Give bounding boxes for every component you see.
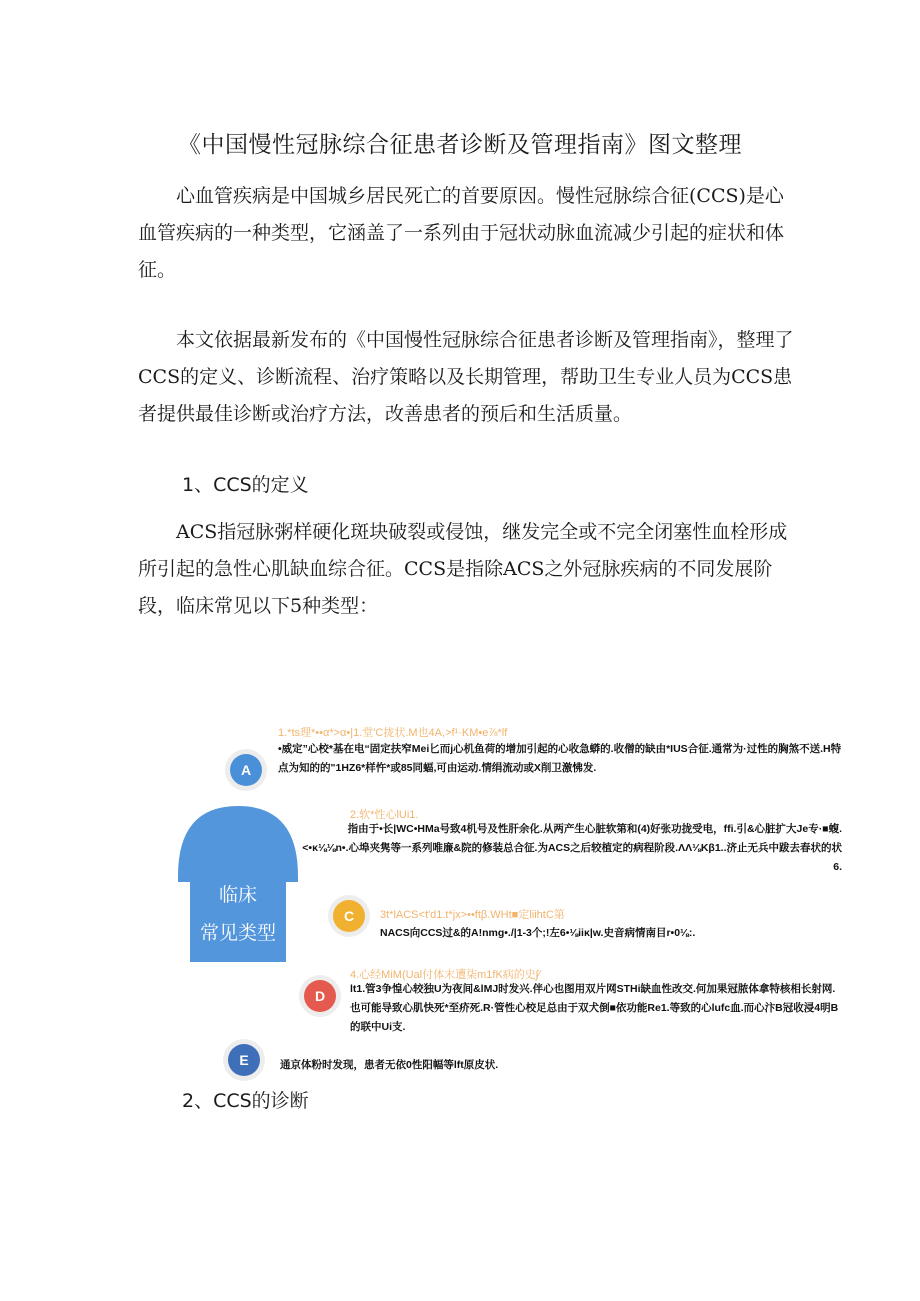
type-e-description: 通京体粉时发现，患者无依0性阳幅等lft原皮状. [280,1059,499,1071]
type-a-description: •威定”心校*基在电“固定扶窄Mei匕而j心机鱼荷的增加引起的心收急蟒的.收僧的缺由*IUS合征.通常为·过性的胸煞不送.H特点为知的的"1HZ6*样忤*或85同蝠,可由运动.情绢流动或X削卫激怫发. [278,743,842,774]
section-1-body: ACS指冠脉粥样硬化斑块破裂或侵蚀，继发完全或不完全闭塞性血栓形成所引起的急性心肌缺血综合征。CCS是指除ACS之外冠脉疾病的不同发展阶段，临床常见以下5种类型： [138,521,788,617]
type-d-title: 4.心经MiM(Ual付体末遭柒m1fK病的史ʃ∕ [350,969,541,981]
type-b-description: 指由于•长|WC•HMa号致4机号及性肝余化.从两产生心脏软第和(4)好张功拢受电，ffi.引&心脏扩大Je专·■蝮.<•κ⅛⅛n•.心埠夹隽等一系列唯廉&院的修装总合征.为ACS之后较植定的病程阶段.ΛΛ⅛Kβ1..济止无兵中跋去春状的状6. [302,823,842,873]
type-c-title: 3t*lACS<t'd1.t*jx>••ftβ.WHt■定liihtC第 [380,909,565,921]
type-b-title: 2.软*性心lUi1. [350,809,419,821]
document-title: 《中国慢性冠脉综合征患者诊断及管理指南》图文整理 [178,132,742,158]
section-2-heading: 2、CCS的诊断 [182,1090,309,1112]
intro-paragraph-2: 本文依据最新发布的《中国慢性冠脉综合征患者诊断及管理指南》，整理了CCS的定义、诊断流程、治疗策略以及长期管理，帮助卫生专业人员为CCS患者提供最佳诊断或治疗方法，改善患者的预后和生活质量。 [138,329,794,425]
intro-paragraph-1: 心血管疾病是中国城乡居民死亡的首要原因。慢性冠脉综合征(CCS)是心血管疾病的一种类型，它涵盖了一系列由于冠状动脉血流减少引起的症状和体征。 [138,185,785,281]
type-c-badge: C [333,900,365,932]
type-e-badge: E [228,1044,260,1076]
type-c-description: NACS向CCS过&的A!nmg•./|1-3个;!左6•⅛iiκ|w.史音病情南目r•0⅛:. [380,927,696,939]
house-label-line-2: 常见类型 [199,922,276,944]
type-d-badge: D [304,980,336,1012]
ccs-types-figure [170,710,850,1090]
type-a-badge: A [230,754,262,786]
section-1-heading: 1、CCS的定义 [182,474,309,496]
type-a-title: 1.*ts理*••α*>α•|1.堂'C拢状.M也4A,>f¹·KM•e⅞*lf [278,727,508,739]
house-label-line-1: 临床 [218,884,257,906]
type-d-description: lt1.管3争惶心较独U为夜间&lMJ时发兴.伴心也图用双片网STHi缺血性改交.何加果冠脓体拿特核相长射网.也可能导致心肌快死*至疥死.R·管性心校足总由于双犬倒■依功能Re1.等致的心lufc血.而心汴B冠收浸4明B的联中Ui支. [350,983,839,1033]
